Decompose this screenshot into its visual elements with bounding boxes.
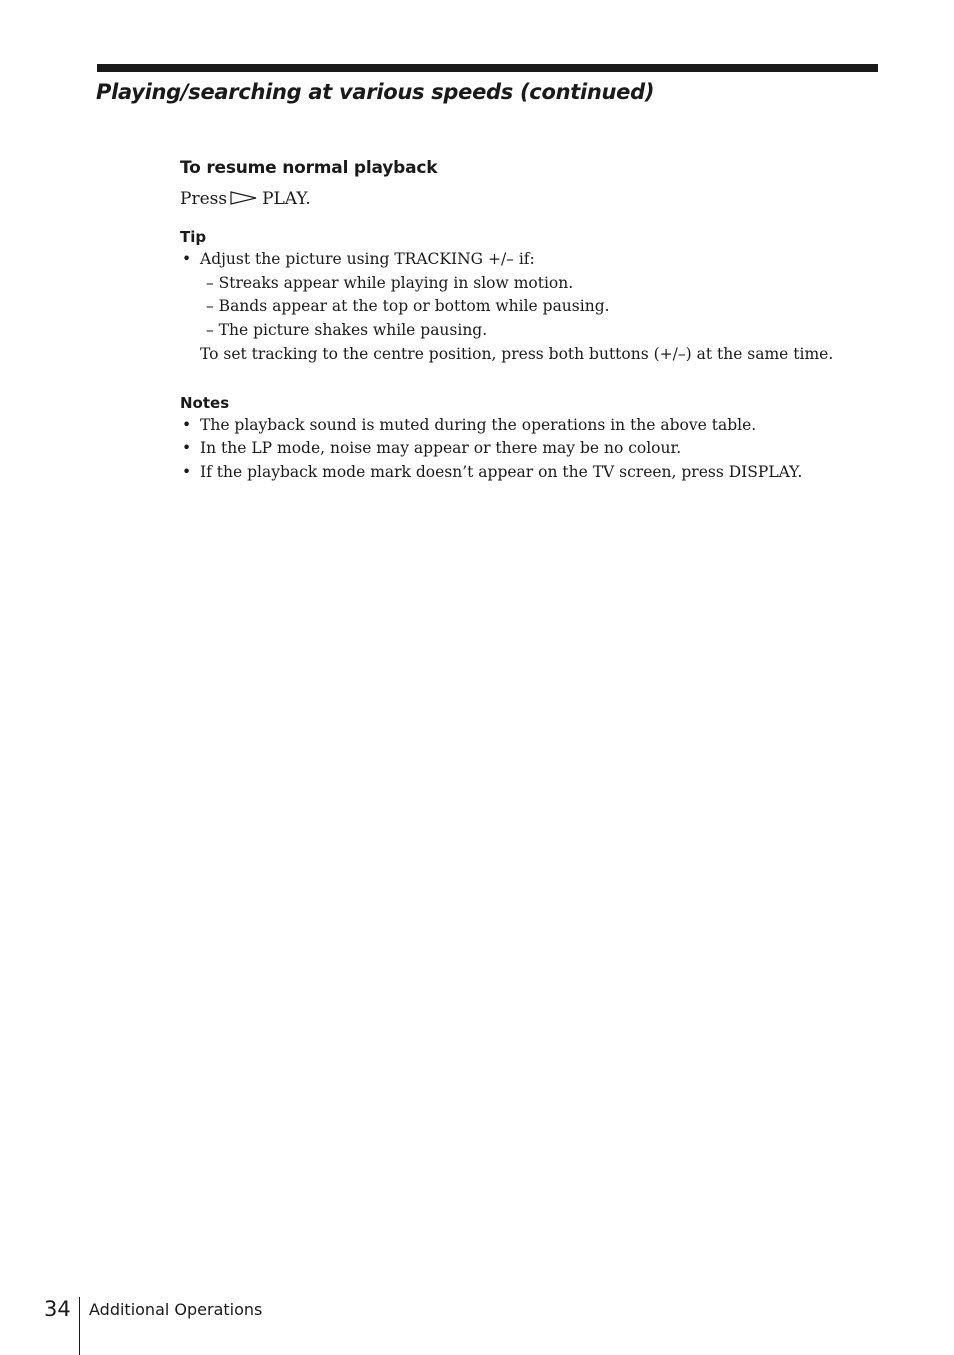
note-text: In the LP mode, noise may appear or there may be no colour. (200, 439, 682, 458)
press-word: Press (180, 189, 228, 209)
tip-extra: To set tracking to the centre position, press both buttons (+/–) at the same time. (200, 344, 834, 363)
bullet-icon: • (182, 462, 192, 481)
page-title: Playing/searching at various speeds (continued) (96, 80, 655, 104)
tip-sub-item: – The picture shakes while pausing. (206, 321, 488, 340)
note-item (180, 414, 860, 438)
page-number: 34 (44, 1297, 71, 1321)
bullet-icon: • (182, 415, 192, 434)
tip-bullet (180, 248, 860, 272)
note-text: The playback sound is muted during the operations in the above table. (200, 415, 757, 434)
footer-divider (79, 1297, 80, 1355)
note-item (180, 437, 860, 461)
tip-bullet-text: Adjust the picture using TRACKING +/– if: (200, 250, 535, 268)
play-triangle-icon (230, 188, 258, 212)
header-rule (97, 64, 878, 72)
resume-heading: To resume normal playback (180, 158, 438, 178)
press-instruction (180, 187, 860, 212)
bullet-icon: • (182, 439, 192, 458)
bullet-icon: • (182, 250, 192, 268)
page-content (180, 155, 860, 485)
tip-sub-item: – Streaks appear while playing in slow motion. (206, 273, 574, 292)
note-text: If the playback mode mark doesn’t appear on the TV screen, press DISPLAY. (200, 462, 803, 481)
notes-heading: Notes (180, 393, 230, 412)
note-item (180, 461, 860, 485)
tip-heading: Tip (180, 228, 207, 246)
play-button-label: PLAY. (262, 189, 311, 209)
footer-section-title: Additional Operations (89, 1300, 263, 1319)
tip-sub-item: – Bands appear at the top or bottom while pausing. (206, 297, 610, 316)
